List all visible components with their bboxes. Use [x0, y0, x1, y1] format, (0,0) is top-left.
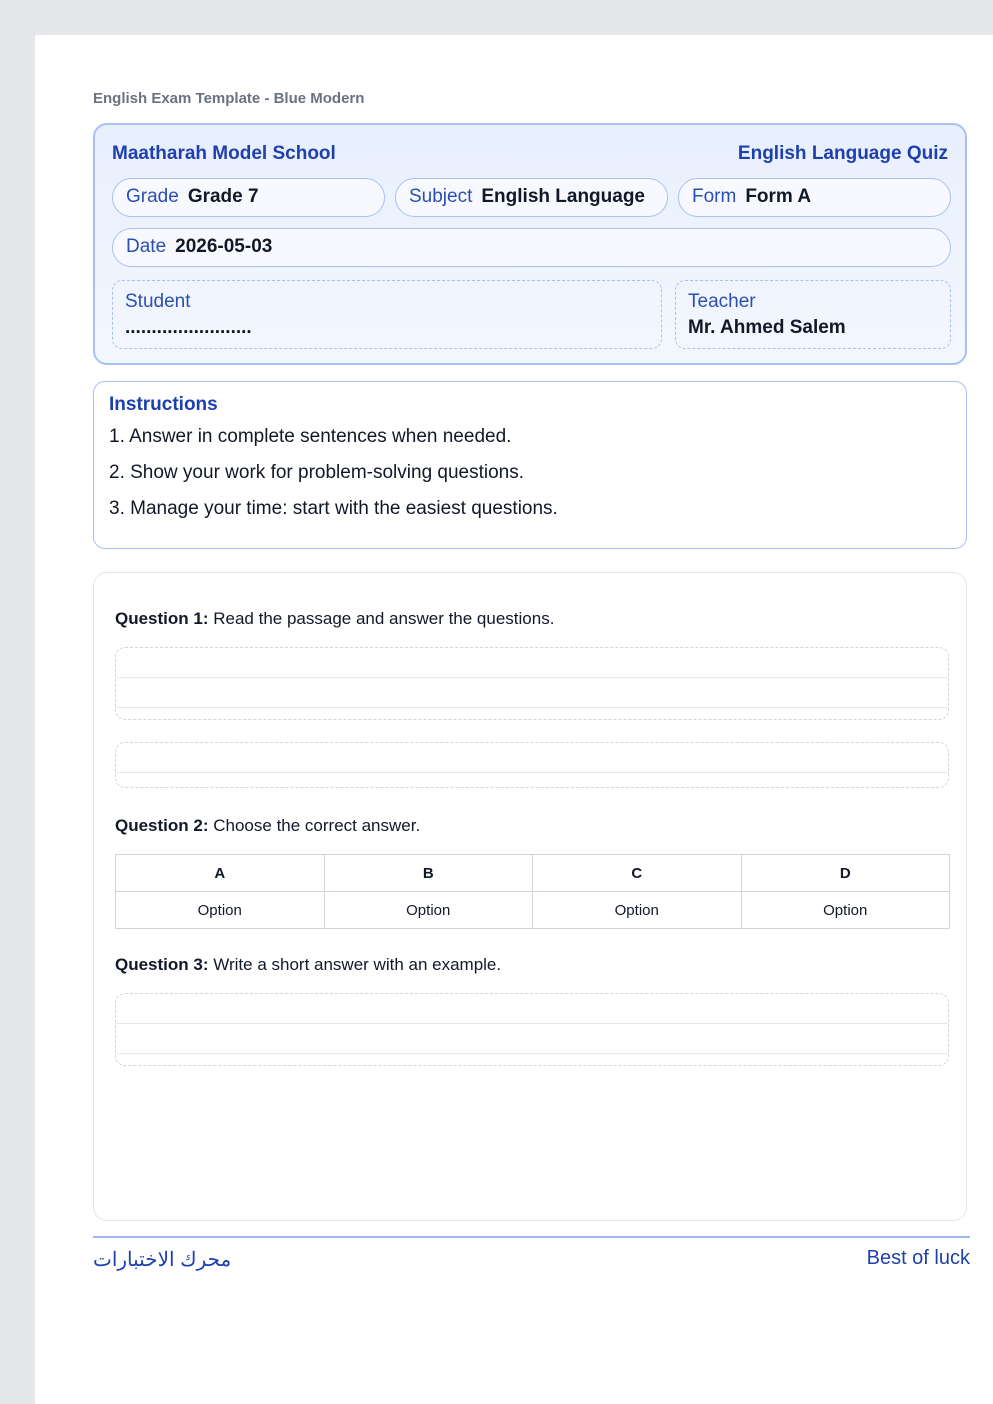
answer-lines-3[interactable]: [115, 993, 949, 1066]
school-name: Maatharah Model School: [112, 143, 336, 164]
instructions-card: [93, 381, 967, 549]
exam-page: [35, 35, 993, 1404]
question-1-label: Question 1:: [115, 609, 209, 628]
template-label: English Exam Template - Blue Modern: [93, 90, 365, 107]
instruction-item: 3. Manage your time: start with the easiest questions.: [109, 498, 558, 519]
form-pill: [678, 178, 951, 217]
teacher-label: Teacher: [688, 291, 756, 312]
date-pill: [112, 228, 951, 267]
instruction-item: 2. Show your work for problem-solving questions.: [109, 462, 525, 483]
subject-value: English Language: [481, 186, 645, 207]
question-2: [115, 816, 420, 836]
question-3: [115, 955, 501, 975]
answer-line[interactable]: [116, 678, 948, 708]
teacher-box: [675, 280, 951, 349]
teacher-name: Mr. Ahmed Salem: [688, 317, 846, 338]
answer-line[interactable]: [116, 743, 948, 773]
option-cell[interactable]: Option: [741, 892, 950, 929]
student-label: Student: [125, 291, 191, 312]
options-row: [116, 892, 950, 929]
footer-brand: محرك الاختبارات: [93, 1249, 232, 1271]
date-value: 2026-05-03: [175, 236, 273, 257]
grade-label: Grade: [126, 186, 179, 207]
answer-line[interactable]: [116, 994, 948, 1024]
answer-lines-2[interactable]: [115, 742, 949, 788]
student-box[interactable]: [112, 280, 662, 349]
instructions-title: Instructions: [109, 394, 218, 415]
grade-value: Grade 7: [187, 186, 259, 207]
subject-pill: [395, 178, 668, 217]
question-3-text: Write a short answer with an example.: [213, 955, 502, 974]
subject-label: Subject: [409, 186, 473, 207]
options-header-row: [116, 855, 950, 892]
option-header: B: [324, 855, 533, 892]
question-1: [115, 609, 554, 629]
answer-line[interactable]: [116, 773, 948, 787]
question-2-text: Choose the correct answer.: [213, 816, 421, 835]
answer-lines-1[interactable]: [115, 647, 949, 720]
question-1-text: Read the passage and answer the questions.: [213, 609, 555, 628]
option-header: C: [533, 855, 742, 892]
question-3-label: Question 3:: [115, 955, 209, 974]
footer-message: Best of luck: [866, 1247, 970, 1269]
quiz-title: English Language Quiz: [737, 143, 948, 164]
header-card: [93, 123, 967, 365]
option-cell[interactable]: Option: [116, 892, 325, 929]
form-label: Form: [692, 186, 737, 207]
answer-line[interactable]: [116, 1054, 948, 1065]
questions-card: [93, 572, 967, 1221]
options-table: [115, 854, 950, 929]
grade-pill: [112, 178, 385, 217]
student-name-field[interactable]: ........................: [125, 317, 252, 338]
option-cell[interactable]: Option: [533, 892, 742, 929]
date-label: Date: [126, 236, 167, 257]
form-value: Form A: [745, 186, 812, 207]
footer-divider: [93, 1236, 970, 1238]
option-header: A: [116, 855, 325, 892]
answer-line[interactable]: [116, 708, 948, 719]
option-header: D: [741, 855, 950, 892]
option-cell[interactable]: Option: [324, 892, 533, 929]
answer-line[interactable]: [116, 1024, 948, 1054]
instruction-item: 1. Answer in complete sentences when needed.: [109, 426, 512, 447]
answer-line[interactable]: [116, 648, 948, 678]
question-2-label: Question 2:: [115, 816, 209, 835]
